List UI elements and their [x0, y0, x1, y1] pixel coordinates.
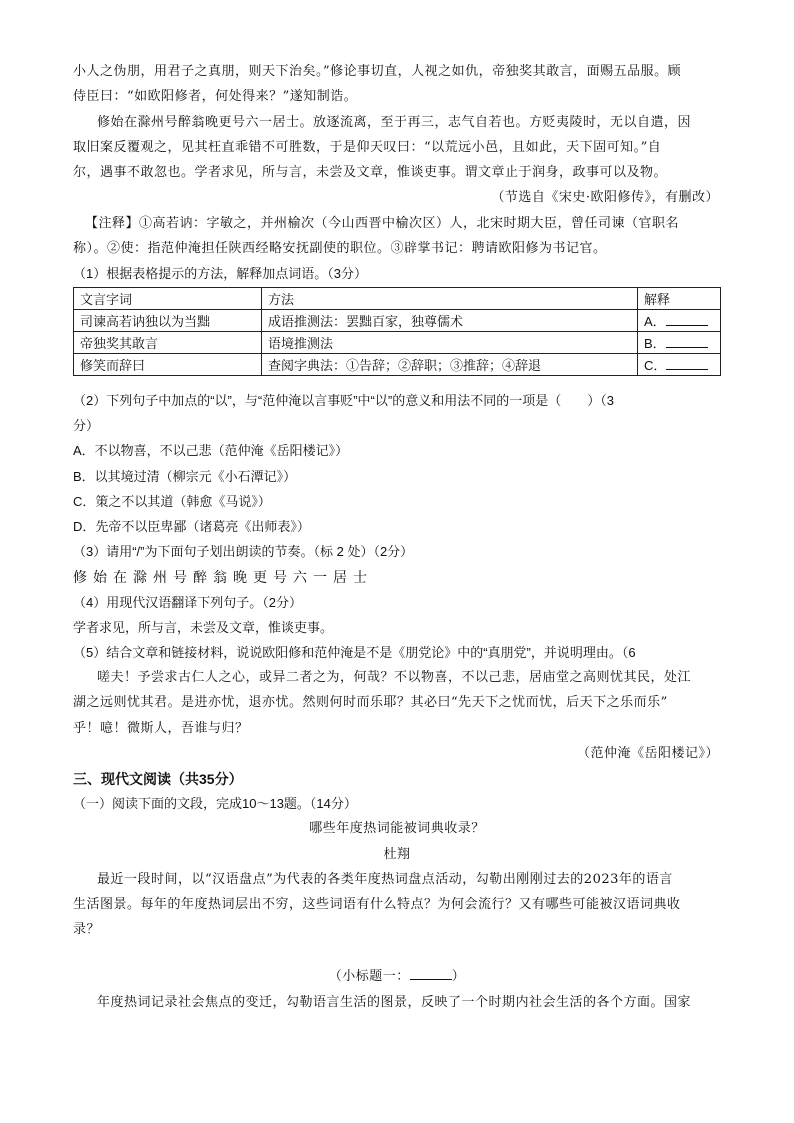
question-1-prompt: （1）根据表格提示的方法，解释加点词语。（3分） [73, 266, 367, 281]
question-5-prompt: （5）结合文章和链接材料，说说欧阳修和范仲淹是不是《朋党论》中的“真朋党”，并说明理由。（6 [73, 645, 636, 660]
table-header-cell: 方法 [262, 288, 638, 310]
passage-line: 修始在滁州号醉翁晚更号六一居士。放逐流离，至于再三，志气自若也。方贬夷陵时，无以自遣，因 [97, 115, 692, 130]
question-4-sentence: 学者求见，所与言，未尝及文章，惟谈吏事。 [73, 620, 334, 635]
subtitle-blank[interactable] [410, 966, 452, 980]
article-paragraph-line: 生活图景。每年的年度热词层出不穷，这些词语有什么特点？为何会流行？又有哪些可能被汉语词典收 [73, 897, 681, 912]
option-a: A．不以物喜，不以己悲（范仲淹《岳阳楼记》） [73, 443, 349, 458]
answer-label: B． [644, 336, 666, 351]
option-b: B．以其境过清（柳宗元《小石潭记》） [73, 469, 297, 484]
answer-blank[interactable] [666, 334, 708, 348]
answer-cell [638, 310, 721, 332]
answer-cell [638, 332, 721, 354]
section-title: 三、现代文阅读（共35分） [73, 771, 243, 787]
table-cell: 成语推测法：罢黜百家，独尊儒术 [262, 310, 638, 332]
table-header-cell: 文言字词 [74, 288, 262, 310]
question-1-table [73, 287, 721, 376]
table-cell: 帝独奖其敢言 [74, 332, 262, 354]
option-c: C．策之不以其道（韩愈《马说》） [73, 494, 271, 509]
question-4-prompt: （4）用现代汉语翻译下列句子。（2分） [73, 595, 302, 610]
link-material-line: 乎！噫！微斯人，吾谁与归？ [73, 721, 249, 736]
link-material-line: 湖之远则忧其君。是进亦忧，退亦忧。然则何时而乐耶？其必曰“先天下之忧而忧，后天下之乐而乐” [73, 695, 668, 710]
table-row [74, 310, 721, 332]
article-paragraph-line: 最近一段时间，以“汉语盘点”为代表的各类年度热词盘点活动，勾勒出刚刚过去的2023年的语言 [97, 872, 673, 887]
passage-line: 小人之伪朋，用君子之真朋，则天下治矣。”修论事切直，人视之如仇，帝独奖其敢言，面赐五品服。顾 [73, 64, 682, 79]
table-cell: 语境推测法 [262, 332, 638, 354]
question-3-prompt: （3）请用“/”为下面句子划出朗读的节奏。（标 2 处）（2分） [73, 544, 414, 559]
question-2-prompt-cont: 分） [73, 418, 100, 433]
table-header-row [74, 288, 721, 310]
answer-label: C． [644, 358, 667, 373]
link-material-line: 嗟夫！予尝求古仁人之心，或异二者之为，何哉？不以物喜，不以己悲，居庙堂之高则忧其民，处江 [97, 670, 692, 685]
annotation-line: 称）。②使：指范仲淹担任陕西经略安抚副使的职位。③辟掌书记：聘请欧阳修为书记官。 [73, 241, 607, 256]
table-cell: 修笑而辞曰 [74, 354, 262, 376]
table-row [74, 332, 721, 354]
passage-line: 尔，遇事不敢忽也。学者求见，所与言，未尝及文章，惟谈吏事。谓文章止于润身，政事可以及物。 [73, 165, 668, 180]
subtitle-label: （小标题一： [328, 969, 410, 984]
annotation-line: 【注释】①高若讷：字敏之，并州榆次（今山西晋中榆次区）人，北宋时期大臣，曾任司谏（官职名 [85, 216, 680, 231]
answer-blank[interactable] [666, 312, 708, 326]
table-header-cell: 解释 [638, 288, 721, 310]
passage-line: 取旧案反覆观之，见其枉直乖错不可胜数，于是仰天叹曰：“以荒远小邑，且如此，天下固可知。”自 [73, 140, 662, 155]
answer-label: A． [644, 314, 666, 329]
link-material-source: （范仲淹《岳阳楼记》） [576, 746, 719, 761]
table-cell: 查阅字典法：①告辞；②辞职；③推辞；④辞退 [262, 354, 638, 376]
article-paragraph-line: 录？ [73, 922, 101, 937]
subtitle-end: ） [451, 969, 466, 984]
question-2-prompt: （2）下列句子中加点的“以”，与“范仲淹以言事贬”中“以”的意义和用法不同的一项是（ ）（3 [73, 393, 614, 408]
subtitle-fill-line [73, 966, 721, 986]
article-author: 杜翔 [383, 847, 411, 862]
answer-blank[interactable] [666, 356, 708, 370]
article-paragraph-line: 年度热词记录社会焦点的变迁，勾勒语言生活的图景，反映了一个时期内社会生活的各个方面。国家 [97, 995, 692, 1010]
question-3-sentence: 修始在滁州号醉翁晚更号六一居士 [73, 569, 373, 585]
table-cell: 司谏高若讷独以为当黜 [74, 310, 262, 332]
passage-line: 侍臣曰：“如欧阳修者，何处得来？”遂知制诰。 [73, 89, 358, 104]
article-title: 哪些年度热词能被词典收录？ [309, 821, 485, 836]
table-row [74, 354, 721, 376]
section-subtitle: （一）阅读下面的文段，完成10～13题。（14分） [73, 796, 357, 811]
option-d: D．先帝不以臣卑鄙（诸葛亮《出师表》） [73, 519, 310, 534]
passage-source: （节选自《宋史·欧阳修传》，有删改） [491, 190, 719, 205]
answer-cell [638, 354, 721, 376]
